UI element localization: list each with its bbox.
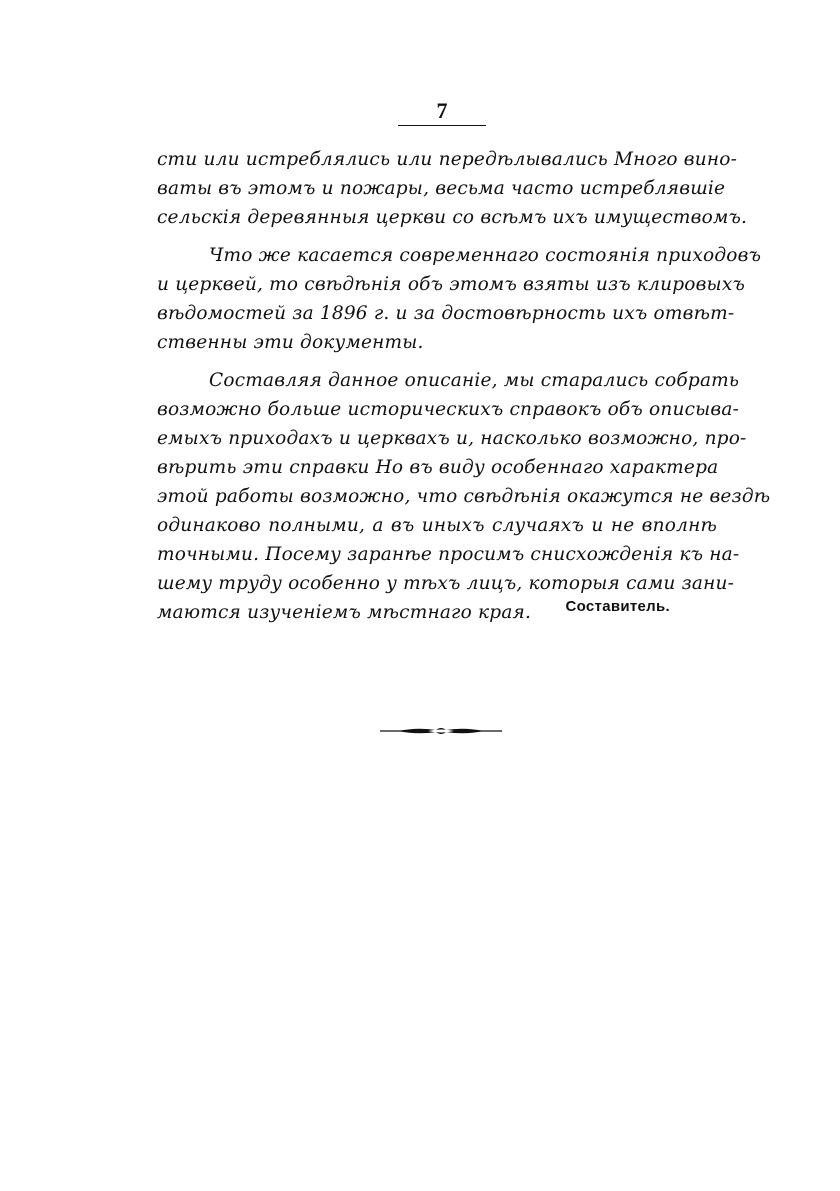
text-line: ваты въ этомъ и пожары, весьма часто истреблявшіе — [157, 178, 726, 199]
text-line: вѣрить эти справки Но въ виду особеннаго характера — [157, 457, 719, 478]
signature: Составитель. — [565, 598, 670, 615]
text-line: сти или истреблялись или передѣлывались Много вино- — [157, 149, 738, 170]
text-line: сельскія деревянныя церкви со всѣмъ ихъ имуществомъ. — [157, 207, 748, 228]
text-line: этой работы возможно, что свѣдѣнія окажутся не вездѣ — [157, 486, 771, 507]
text-line: одинаково полными, а въ иныхъ случаяхъ и не вполнѣ — [157, 515, 717, 536]
text-line: емыхъ приходахъ и церквахъ и, насколько возможно, про- — [157, 428, 747, 449]
paragraph — [157, 366, 771, 627]
paragraph — [157, 241, 762, 357]
body-text — [157, 145, 771, 627]
text-line: маются изученіемъ мѣстнаго края. — [157, 602, 532, 623]
text-line: возможно больше историческихъ справокъ объ описыва- — [157, 399, 740, 420]
page-number: 7 — [436, 98, 448, 123]
text-line: Составляя данное описаніе, мы старались собрать — [209, 370, 740, 391]
text-line: ственны эти документы. — [157, 332, 424, 353]
text-line: точными. Посему заранѣе просимъ снисхожденія къ на- — [157, 544, 740, 565]
paragraph — [157, 145, 748, 232]
text-line: и церквей, то свѣдѣнія объ этомъ взяты изъ клировыхъ — [157, 274, 745, 295]
text-line: Что же касается современнаго состоянія приходовъ — [209, 245, 762, 266]
text-line: вѣдомостей за 1896 г. и за достовѣрность ихъ отвѣт- — [157, 303, 735, 324]
header-rule — [398, 125, 486, 126]
ornament-divider-icon — [378, 724, 504, 738]
text-line: шему труду особенно у тѣхъ лицъ, которыя сами зани- — [157, 573, 735, 594]
